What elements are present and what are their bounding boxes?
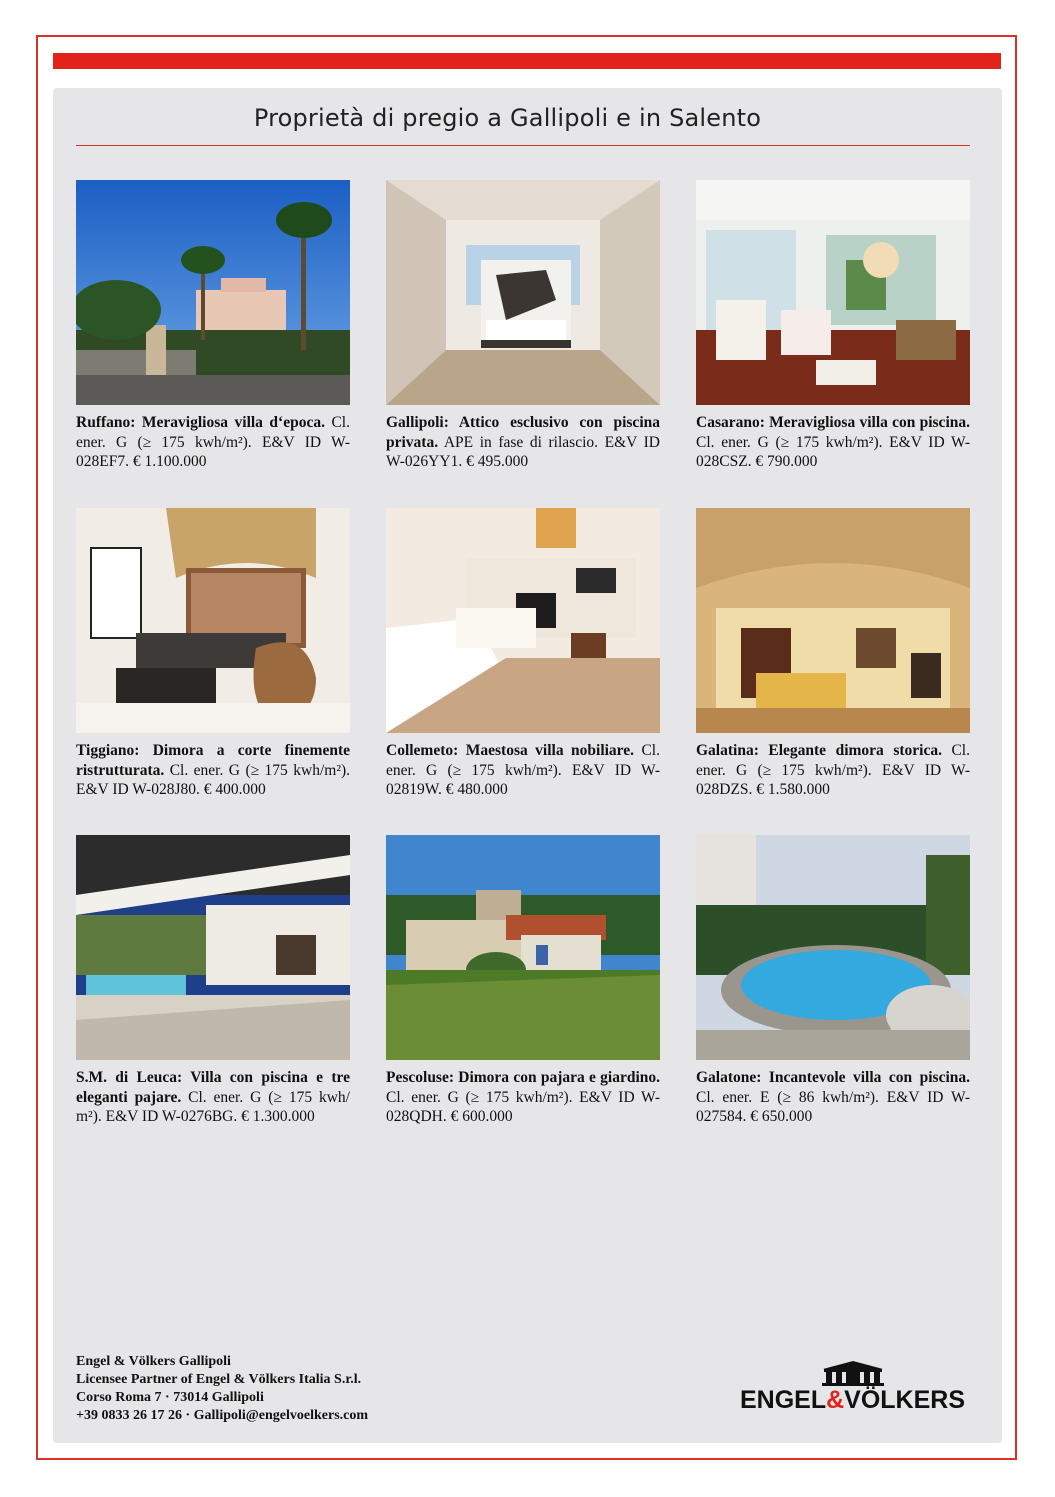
stone-house-garden-photo[interactable]	[386, 835, 660, 1060]
page-title: Proprietà di pregio a Gallipoli e in Salento	[253, 104, 762, 132]
top-accent-bar	[53, 53, 1001, 69]
agency-phone-email[interactable]: +39 0833 26 17 26 · Gallipoli@engelvoelkers.com	[76, 1408, 369, 1423]
listing-caption: Galatina: Elegante dimora storica. Cl. ener. G (≥ 175 kwh/m²). E&V ID W-028DZS. € 1.580.000	[696, 742, 970, 798]
agency-address: Corso Roma 7 · 73014 Gallipoli	[76, 1390, 264, 1405]
veranda-living-room-photo[interactable]	[696, 180, 970, 405]
listing-caption: Casarano: Meravigliosa villa con piscina. Cl. ener. G (≥ 175 kwh/m²). E&V ID W-028CSZ. € 790.000	[696, 414, 970, 470]
agency-name: Engel & Völkers Gallipoli	[76, 1354, 231, 1369]
logo-wordmark: ENGEL&VÖLKERS	[739, 1386, 966, 1414]
listing-caption: Tiggiano: Dimora a corte finemente ristrutturata. Cl. ener. G (≥ 175 kwh/m²). E&V ID W-028J80. € 400.000	[76, 742, 350, 798]
vaulted-bedroom-photo[interactable]	[696, 508, 970, 733]
agency-contact	[76, 1353, 368, 1425]
listing-caption: Gallipoli: Attico esclusivo con piscina privata. APE in fase di rilascio. E&V ID W-026YY1. € 495.000	[386, 414, 660, 470]
listing-caption: Pescoluse: Dimora con pajara e giardino. Cl. ener. G (≥ 175 kwh/m²). E&V ID W-028QDH. € 600.000	[386, 1069, 660, 1125]
vaulted-living-room-photo[interactable]	[76, 508, 350, 733]
garden-pool-photo[interactable]	[696, 835, 970, 1060]
listing-caption: S.M. di Leuca: Villa con piscina e tre eleganti pajare. Cl. ener. G (≥ 175 kwh/ m²). E&V ID W-0276BG. € 1.300.000	[76, 1069, 350, 1125]
engel-volkers-logo[interactable]	[730, 1360, 975, 1414]
listing-caption: Collemeto: Maestosa villa nobiliare. Cl. ener. G (≥ 175 kwh/m²). E&V ID W-02819W. € 480.000	[386, 742, 660, 798]
pool-terrace-photo[interactable]	[76, 835, 350, 1060]
title-divider	[76, 145, 970, 146]
licensee-line: Licensee Partner of Engel & Völkers Italia S.r.l.	[76, 1372, 362, 1387]
listing-caption: Ruffano: Meravigliosa villa d‘epoca. Cl. ener. G (≥ 175 kwh/m²). E&V ID W-028EF7. € 1.100.000	[76, 414, 350, 470]
villa-logo-icon	[818, 1360, 888, 1386]
listing-caption: Galatone: Incantevole villa con piscina. Cl. ener. E (≥ 86 kwh/m²). E&V ID W-027584. € 650.000	[696, 1069, 970, 1125]
white-sofa-living-room-photo[interactable]	[386, 508, 660, 733]
bedroom-photo[interactable]	[386, 180, 660, 405]
villa-with-palms-photo[interactable]	[76, 180, 350, 405]
